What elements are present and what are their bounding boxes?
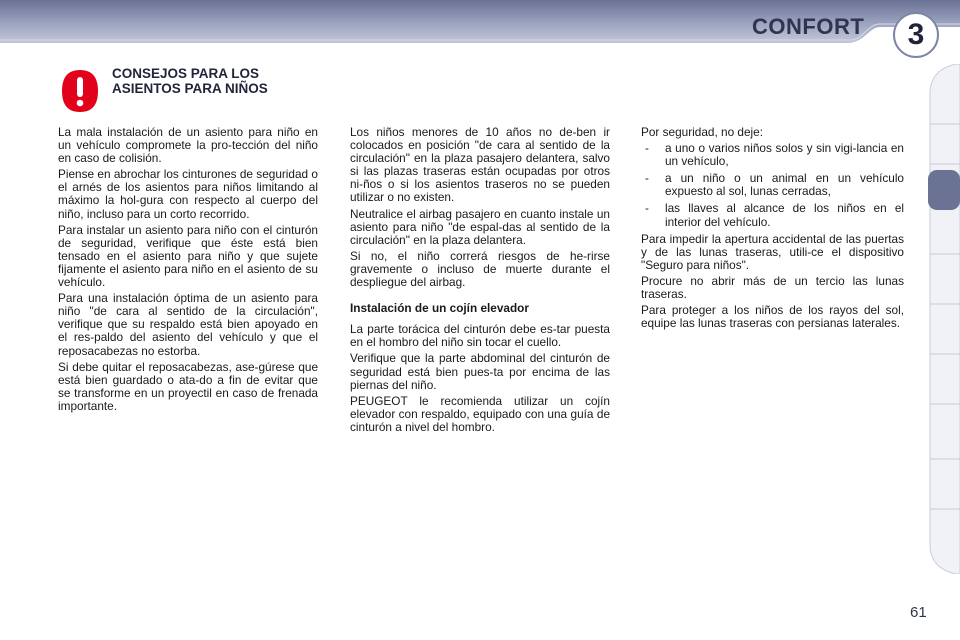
column-3 bbox=[641, 126, 904, 333]
paragraph: Los niños menores de 10 años no de-ben ir colocados en posición "de cara al sentido de la circulación" en la plaza pasajero delantera, salvo si las plazas traseras están ocupadas por otros ni-ños o si los asientos traseros no se pueden utilizar o no existen. bbox=[350, 125, 610, 205]
column-2 bbox=[350, 126, 610, 437]
chapter-number-badge: 3 bbox=[893, 12, 939, 58]
paragraph: La mala instalación de un asiento para niño en un vehículo compromete la pro-tección del niño en caso de colisión. bbox=[58, 125, 318, 166]
paragraph: Procure no abrir más de un tercio las lunas traseras. bbox=[641, 273, 904, 302]
list-dash: - bbox=[645, 171, 649, 186]
list-item-text: a un niño o un animal en un vehículo expuesto al sol, lunas cerradas, bbox=[665, 171, 904, 199]
paragraph: Para impedir la apertura accidental de las puertas y de las lunas traseras, utili-ce el dispositivo "Seguro para niños". bbox=[641, 231, 904, 272]
section-heading-line1: CONSEJOS PARA LOS bbox=[112, 66, 260, 81]
paragraph: Neutralice el airbag pasajero en cuanto instale un asiento para niño "de espal-das al sentido de la circulación" en la plaza delantera. bbox=[350, 206, 610, 247]
list-item-text: a uno o varios niños solos y sin vigi-lancia en un vehículo, bbox=[665, 141, 904, 169]
paragraph: La parte torácica del cinturón debe es-tar puesta en el hombro del niño sin tocar el cuello. bbox=[350, 322, 610, 350]
paragraph: Para una instalación óptima de un asiento para niño "de cara al sentido de la circulación", verifique que su respaldo está bien apoyado en el res-paldo del asiento del vehículo y que el reposacabezas no estorba. bbox=[58, 291, 318, 358]
paragraph: Para proteger a los niños de los rayos del sol, equipe las lunas traseras con persianas laterales. bbox=[641, 303, 904, 331]
column-1 bbox=[58, 126, 318, 416]
side-chapter-tabs bbox=[926, 64, 960, 574]
paragraph: Si debe quitar el reposacabezas, ase-gúrese que está bien guardado o ata-do a fin de evitar que se transforme en un proyectil en caso de frenada importante. bbox=[58, 359, 318, 413]
paragraph: Verifique que la parte abdominal del cinturón de seguridad está bien pues-ta por encima de las piernas del niño. bbox=[350, 351, 610, 392]
paragraph: Si no, el niño correrá riesgos de he-rirse gravemente o incluso de muerte durante el despliegue del airbag. bbox=[350, 248, 610, 290]
list-item-text: las llaves al alcance de los niños en el interior del vehículo. bbox=[665, 201, 904, 229]
list-dash: - bbox=[645, 201, 649, 216]
warning-list bbox=[641, 142, 904, 229]
page-number: 61 bbox=[910, 604, 927, 621]
list-item bbox=[641, 202, 904, 228]
list-item bbox=[641, 142, 904, 168]
chapter-title: CONFORT bbox=[752, 14, 865, 39]
subheading: Instalación de un cojín elevador bbox=[350, 301, 529, 316]
paragraph: Para instalar un asiento para niño con el cinturón de seguridad, verifique que éste está bien tensado en el asiento para niño y que sujete fijamente el asiento para niño en el asiento de su vehículo. bbox=[58, 222, 318, 290]
paragraph: Piense en abrochar los cinturones de seguridad o el arnés de los asientos para niños limitando al máximo la hol-gura con respecto al cuerpo del niño, incluso para un corto recorrido. bbox=[58, 167, 318, 221]
list-item bbox=[641, 172, 904, 198]
section-heading bbox=[112, 66, 268, 96]
exclamation-warning-icon bbox=[61, 69, 99, 113]
list-dash: - bbox=[645, 141, 649, 156]
paragraph: PEUGEOT le recomienda utilizar un cojín elevador con respaldo, equipado con una guía de cinturón a nivel del hombro. bbox=[350, 393, 610, 434]
list-intro: Por seguridad, no deje: bbox=[641, 125, 763, 139]
section-heading-line2: ASIENTOS PARA NIÑOS bbox=[112, 81, 268, 96]
